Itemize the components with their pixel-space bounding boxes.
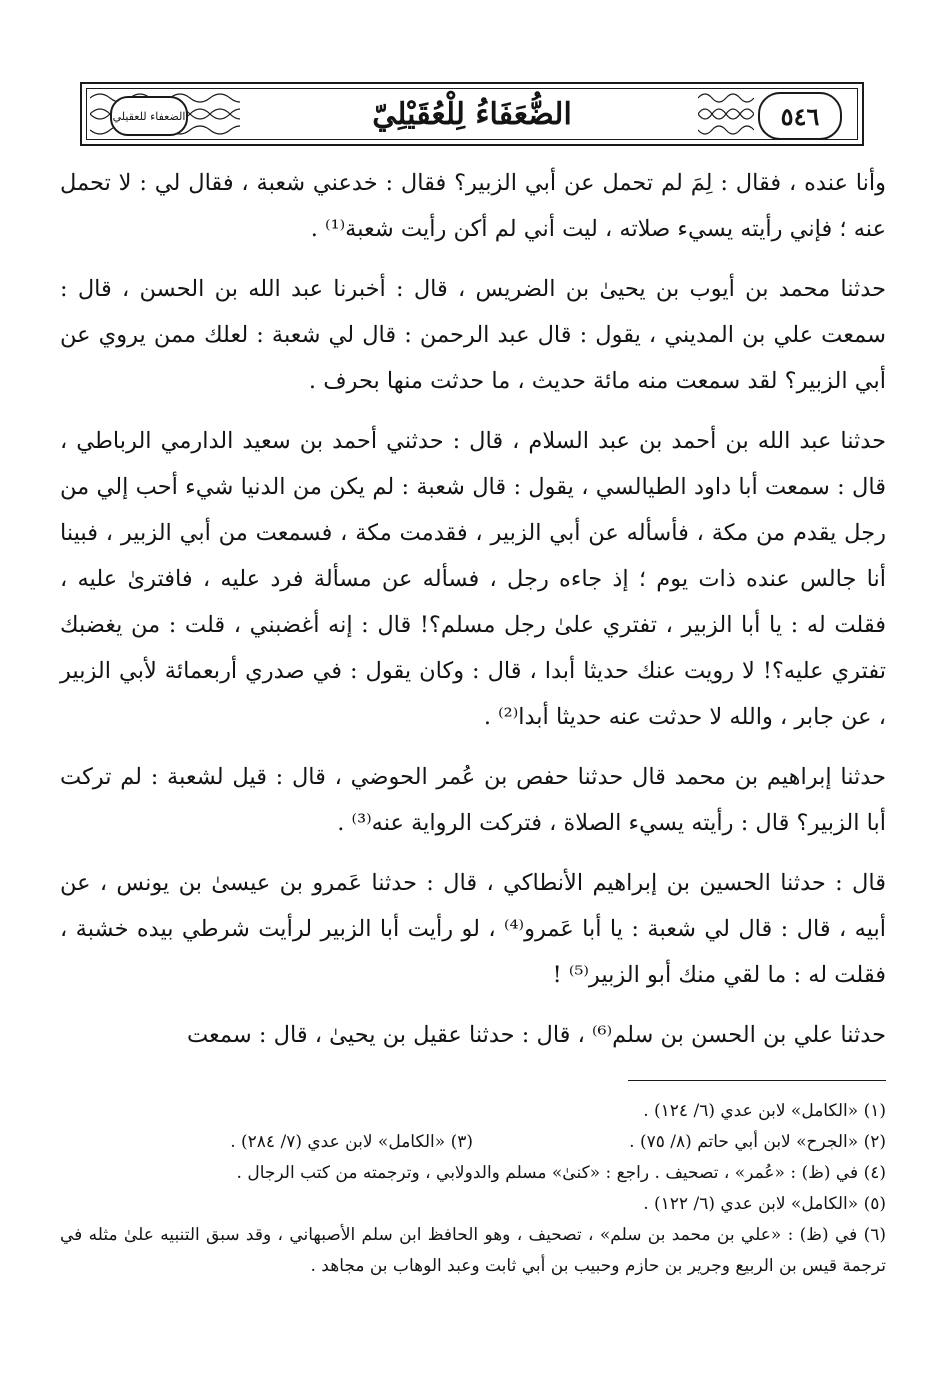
page-number: ٥٤٦ [758,92,842,140]
page-header [80,82,864,146]
footnote-3: (٣) «الكامل» لابن عدي (٧/ ٢٨٤) . [230,1132,473,1152]
paragraph-3: حدثنا عبد الله بن أحمد بن عبد السلام ، قال : حدثني أحمد بن سعيد الدارمي الرباطي ، قال : سمعت أبا داود الطيالسي ، يقول : قال شعبة : لم يكن من الدنيا شيء أحب إلي من رجل يقدم من مكة ، فأسأله عن أبي الزبير ، فقدمت مكة ، فسمعت من أبي الزبير ، فبينا أنا جالس عنده ذات يوم ؛ إذ جاءه رجل ، فسأله عن مسألة فرد عليه ، فافترىٰ عليه ، فقلت له : يا أبا الزبير ، تفتري علىٰ رجل مسلم؟! قال : إنه أغضبني ، قلت : من يغضبك تفتري عليه؟! لا رويت عنك حديثا أبدا ، قال : وكان يقول : في صدري أربعمائة لأبي الزبير ، عن جابر ، والله لا حدثت عنه حديثا أبدا⁽²⁾ . [60,428,886,730]
footnote-5: (٥) «الكامل» لابن عدي (٦/ ١٢٢) . [643,1194,886,1214]
paragraph-5: قال : حدثنا الحسين بن إبراهيم الأنطاكي ، قال : حدثنا عَمرو بن عيسىٰ بن يونس ، عن أبيه ، قال : قال لي شعبة : يا أبا عَمرو⁽⁴⁾ ، لو رأيت أبا الزبير لرأيت شرطي بيده خشبة ، فقلت له : ما لقي منك أبو الزبير⁽⁵⁾ ! [60,870,887,988]
footnotes [60,1096,886,1282]
paragraph-2: حدثنا محمد بن أيوب بن يحيىٰ بن الضريس ، قال : أخبرنا عبد الله بن الحسن ، قال : سمعت علي بن المديني ، يقول : قال عبد الرحمن : قال لي شعبة : لعلك ممن يروي عن أبي الزبير؟ لقد سمعت منه مائة حديث ، ما حدثت منها بحرف . [60,276,886,394]
book-title: الضُّعَفَاءُ لِلْعُقَيْلِيّ [372,96,572,132]
footnote-4: (٤) في (ظ) : «عُمر» ، تصحيف . راجع : «كنىٰ» مسلم والدولابي ، وترجمته من كتب الرجال . [236,1163,886,1183]
footnote-1: (١) «الكامل» لابن عدي (٦/ ١٢٤) . [643,1101,886,1121]
book-logo-text: الضعفاء للعقيلي [112,109,186,123]
paragraph-4: حدثنا إبراهيم بن محمد قال حدثنا حفص بن عُمر الحوضي ، قال : قيل لشعبة : لم تركت أبا الزبير؟ قال : رأيته يسيء الصلاة ، فتركت الرواية عنه⁽³⁾ . [60,764,886,836]
footnote-6: (٦) في (ظ) : «علي بن محمد بن سلم» ، تصحيف ، وهو الحافظ ابن سلم الأصبهاني ، وقد سبق التنبيه علىٰ مثله في ترجمة قيس بن الربيع وجرير بن حازم وحبيب بن أبي ثابت وعبد الوهاب بن مجاهد . [60,1225,886,1276]
paragraph-1: وأنا عنده ، فقال : لِمَ لم تحمل عن أبي الزبير؟ فقال : خدعني شعبة ، فقال لي : لا تحمل عنه ؛ فإني رأيته يسيء صلاته ، ليت أني لم أكن رأيت شعبة⁽¹⁾ . [60,170,886,242]
paragraph-6: حدثنا علي بن الحسن بن سلم⁽⁶⁾ ، قال : حدثنا عقيل بن يحيىٰ ، قال : سمعت [186,1022,886,1048]
book-logo-medallion [110,96,188,136]
main-text [60,160,886,1072]
footnote-row-2-3 [60,1127,886,1158]
footnote-2: (٢) «الجرح» لابن أبي حاتم (٨/ ٧٥) . [629,1132,886,1152]
footnote-separator [628,1080,886,1081]
header-ornament-right [698,90,754,138]
